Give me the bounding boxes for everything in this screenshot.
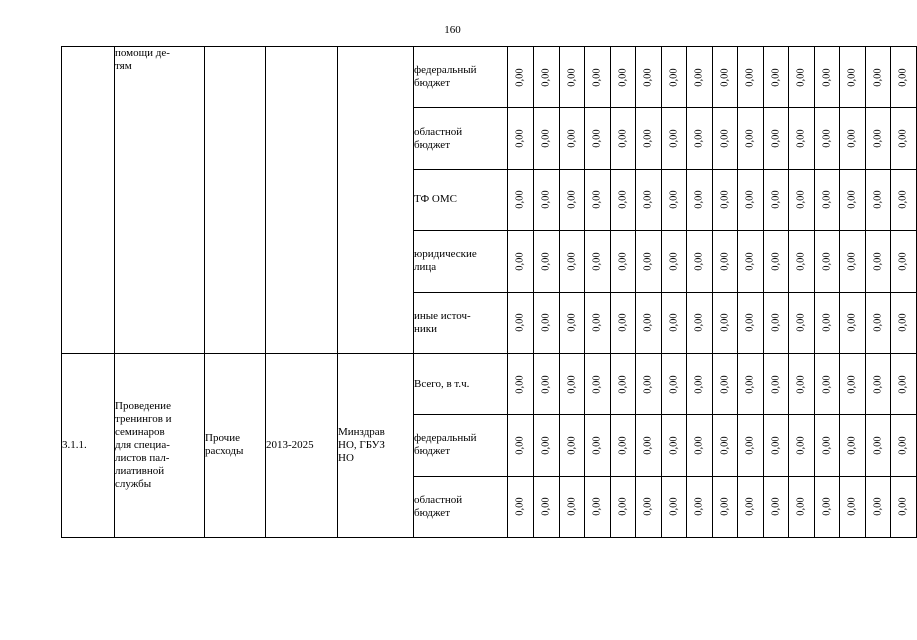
value-cell [508,169,534,230]
source-cell [414,169,508,230]
number-cell-text: 3.1.1. [62,438,87,451]
source-cell [414,415,508,476]
value-text: 0,00 [541,129,552,148]
value-cell [713,231,738,292]
value-cell [560,108,585,169]
value-cell [636,47,662,108]
value-text: 0,00 [872,436,884,455]
value-text: 0,00 [592,252,603,271]
value-text: 0,00 [796,68,807,87]
value-cell [662,292,687,353]
value-cell [764,231,789,292]
value-text: 0,00 [898,436,909,455]
value-text: 0,00 [719,497,731,516]
value-cell [815,292,840,353]
value-cell [764,415,789,476]
value-cell [789,292,815,353]
value-text: 0,00 [872,68,884,87]
value-text: 0,00 [668,436,680,455]
value-text: 0,00 [643,252,654,271]
value-text: 0,00 [592,497,603,516]
value-cell [789,169,815,230]
value-text: 0,00 [847,252,858,271]
value-text: 0,00 [796,190,807,210]
value-cell [687,353,713,414]
value-cell [840,169,866,230]
value-text: 0,00 [541,313,552,332]
value-cell [815,231,840,292]
value-cell [713,415,738,476]
value-text: 0,00 [566,129,578,148]
value-cell [764,47,789,108]
value-text: 0,00 [617,436,629,455]
expense-type-cell-text: Прочие расходы [205,432,244,458]
source-cell-text: ТФ ОМС [414,193,457,206]
source-cell-text: иные источ- ники [414,309,471,335]
value-text: 0,00 [898,313,909,332]
value-text: 0,00 [796,252,807,271]
event-name-cell [115,47,205,354]
value-cell [636,108,662,169]
value-cell [636,231,662,292]
value-text: 0,00 [745,313,756,332]
executor-cell [338,47,414,354]
value-text: 0,00 [592,374,603,394]
value-text: 0,00 [872,129,884,148]
value-text: 0,00 [694,68,705,87]
value-cell [764,476,789,537]
value-cell [662,108,687,169]
value-text: 0,00 [821,497,833,516]
value-text: 0,00 [541,374,552,394]
value-text: 0,00 [617,313,629,332]
value-text: 0,00 [898,190,909,210]
value-cell [738,108,764,169]
value-cell [891,47,917,108]
value-text: 0,00 [745,190,756,210]
value-text: 0,00 [745,374,756,394]
value-cell [662,169,687,230]
value-cell [687,231,713,292]
value-cell [611,415,636,476]
value-cell [662,353,687,414]
value-cell [764,353,789,414]
value-cell [713,353,738,414]
value-cell [508,476,534,537]
value-cell [611,292,636,353]
source-cell [414,292,508,353]
value-cell [508,292,534,353]
value-text: 0,00 [770,68,782,87]
value-text: 0,00 [668,374,680,394]
source-cell-text: федеральный бюджет [414,64,477,90]
value-text: 0,00 [898,497,909,516]
value-cell [789,108,815,169]
value-cell [891,353,917,414]
value-text: 0,00 [592,129,603,148]
value-text: 0,00 [668,252,680,271]
value-text: 0,00 [719,374,731,394]
value-cell [636,292,662,353]
value-text: 0,00 [668,129,680,148]
value-text: 0,00 [745,252,756,271]
value-text: 0,00 [694,129,705,148]
value-text: 0,00 [770,436,782,455]
value-text: 0,00 [541,497,552,516]
value-cell [508,353,534,414]
value-text: 0,00 [719,436,731,455]
value-cell [687,108,713,169]
value-cell [560,169,585,230]
source-cell-text: областной бюджет [414,125,463,151]
value-cell [840,415,866,476]
value-cell [636,476,662,537]
value-cell [891,231,917,292]
value-cell [866,108,891,169]
value-text: 0,00 [515,374,526,394]
value-text: 0,00 [566,68,578,87]
value-text: 0,00 [515,252,526,271]
value-text: 0,00 [872,497,884,516]
value-cell [815,476,840,537]
event-name-cell-text: Проведение тренингов и семинаров для специа- листов пал- лиативной службы [115,399,172,490]
value-cell [815,415,840,476]
value-cell [636,415,662,476]
value-cell [891,169,917,230]
value-text: 0,00 [541,68,552,87]
value-text: 0,00 [515,129,526,148]
value-cell [534,476,560,537]
value-text: 0,00 [898,252,909,271]
value-cell [866,415,891,476]
value-cell [713,108,738,169]
executor-cell [338,353,414,537]
value-text: 0,00 [770,313,782,332]
value-cell [560,476,585,537]
period-cell [266,353,338,537]
value-text: 0,00 [719,252,731,271]
value-text: 0,00 [566,313,578,332]
value-text: 0,00 [719,68,731,87]
value-cell [585,108,611,169]
value-cell [789,415,815,476]
value-cell [687,169,713,230]
page-number: 160 [444,24,461,36]
value-text: 0,00 [617,129,629,148]
value-cell [611,353,636,414]
value-cell [789,476,815,537]
value-cell [687,476,713,537]
value-cell [764,108,789,169]
value-cell [866,476,891,537]
value-text: 0,00 [872,252,884,271]
value-cell [815,47,840,108]
value-cell [636,353,662,414]
value-cell [662,231,687,292]
value-text: 0,00 [592,68,603,87]
value-cell [866,169,891,230]
value-cell [738,47,764,108]
value-cell [738,231,764,292]
value-cell [585,476,611,537]
source-cell [414,231,508,292]
value-text: 0,00 [541,436,552,455]
value-text: 0,00 [515,436,526,455]
event-name-cell-text: помощи де- тям [115,47,170,72]
value-cell [738,169,764,230]
value-cell [508,47,534,108]
value-text: 0,00 [719,313,731,332]
source-cell [414,108,508,169]
value-cell [738,476,764,537]
expense-type-cell [205,353,266,537]
value-text: 0,00 [796,374,807,394]
value-cell [611,231,636,292]
value-cell [662,415,687,476]
value-text: 0,00 [770,129,782,148]
value-cell [840,231,866,292]
value-text: 0,00 [592,190,603,210]
value-text: 0,00 [566,374,578,394]
value-text: 0,00 [643,190,654,210]
value-text: 0,00 [847,313,858,332]
value-text: 0,00 [821,68,833,87]
value-cell [713,169,738,230]
value-text: 0,00 [770,497,782,516]
value-text: 0,00 [566,436,578,455]
value-cell [764,292,789,353]
value-text: 0,00 [643,497,654,516]
value-cell [840,108,866,169]
value-cell [866,231,891,292]
value-cell [891,292,917,353]
value-cell [534,108,560,169]
value-cell [585,353,611,414]
value-cell [840,353,866,414]
value-text: 0,00 [847,129,858,148]
number-cell [62,353,115,537]
value-cell [636,169,662,230]
expense-type-cell [205,47,266,354]
value-cell [560,415,585,476]
value-text: 0,00 [643,374,654,394]
value-text: 0,00 [515,190,526,210]
value-text: 0,00 [821,252,833,271]
event-name-cell [115,353,205,537]
value-text: 0,00 [592,313,603,332]
value-text: 0,00 [643,436,654,455]
value-cell [560,47,585,108]
value-text: 0,00 [592,436,603,455]
value-text: 0,00 [745,436,756,455]
budget-table [61,46,917,538]
value-text: 0,00 [770,190,782,210]
value-text: 0,00 [770,374,782,394]
value-cell [662,476,687,537]
value-text: 0,00 [821,374,833,394]
value-text: 0,00 [745,497,756,516]
value-text: 0,00 [745,68,756,87]
value-text: 0,00 [745,129,756,148]
value-cell [508,108,534,169]
value-text: 0,00 [719,129,731,148]
value-cell [687,415,713,476]
value-cell [534,353,560,414]
value-text: 0,00 [898,68,909,87]
value-text: 0,00 [872,313,884,332]
period-cell [266,47,338,354]
source-cell-text: федеральный бюджет [414,432,477,458]
value-text: 0,00 [872,190,884,210]
value-text: 0,00 [770,252,782,271]
source-cell-text: областной бюджет [414,493,463,519]
table-row [62,353,917,414]
value-text: 0,00 [617,374,629,394]
source-cell [414,353,508,414]
value-cell [611,47,636,108]
source-cell-text: Всего, в т.ч. [414,377,470,390]
value-text: 0,00 [821,190,833,210]
value-cell [534,231,560,292]
value-text: 0,00 [821,313,833,332]
value-text: 0,00 [617,252,629,271]
value-cell [789,353,815,414]
value-cell [534,415,560,476]
value-text: 0,00 [847,436,858,455]
value-cell [508,231,534,292]
value-cell [891,108,917,169]
source-cell-text: юридические лица [414,248,477,274]
value-cell [840,47,866,108]
value-text: 0,00 [643,129,654,148]
value-cell [815,108,840,169]
value-cell [611,476,636,537]
value-text: 0,00 [541,190,552,210]
value-text: 0,00 [796,436,807,455]
value-cell [866,292,891,353]
value-cell [611,169,636,230]
value-cell [866,353,891,414]
value-cell [534,292,560,353]
value-cell [508,415,534,476]
value-cell [585,292,611,353]
value-cell [764,169,789,230]
value-text: 0,00 [847,497,858,516]
value-text: 0,00 [796,313,807,332]
value-text: 0,00 [694,190,705,210]
value-cell [713,292,738,353]
value-text: 0,00 [694,313,705,332]
period-cell-text: 2013-2025 [266,438,314,451]
value-text: 0,00 [872,374,884,394]
value-cell [738,415,764,476]
value-cell [815,169,840,230]
value-cell [560,353,585,414]
value-text: 0,00 [898,374,909,394]
value-text: 0,00 [668,313,680,332]
value-cell [585,47,611,108]
source-cell [414,47,508,108]
value-cell [585,415,611,476]
value-text: 0,00 [515,68,526,87]
value-text: 0,00 [566,252,578,271]
value-text: 0,00 [617,497,629,516]
source-cell [414,476,508,537]
value-text: 0,00 [796,497,807,516]
value-text: 0,00 [541,252,552,271]
value-text: 0,00 [617,68,629,87]
value-cell [840,292,866,353]
value-text: 0,00 [796,129,807,148]
value-text: 0,00 [847,68,858,87]
value-text: 0,00 [847,374,858,394]
value-text: 0,00 [694,497,705,516]
value-text: 0,00 [694,374,705,394]
value-cell [560,231,585,292]
value-text: 0,00 [566,497,578,516]
value-cell [713,47,738,108]
value-text: 0,00 [821,129,833,148]
value-text: 0,00 [719,190,731,210]
value-text: 0,00 [643,313,654,332]
value-cell [738,292,764,353]
value-text: 0,00 [694,252,705,271]
value-cell [611,108,636,169]
value-cell [662,47,687,108]
value-text: 0,00 [668,68,680,87]
value-text: 0,00 [668,190,680,210]
executor-cell-text: Минздрав НО, ГБУЗ НО [338,425,385,464]
value-text: 0,00 [617,190,629,210]
number-cell [62,47,115,354]
value-cell [891,415,917,476]
value-text: 0,00 [821,436,833,455]
value-text: 0,00 [668,497,680,516]
value-cell [815,353,840,414]
value-cell [534,47,560,108]
value-cell [687,47,713,108]
value-cell [840,476,866,537]
value-cell [560,292,585,353]
value-cell [738,353,764,414]
value-cell [789,47,815,108]
value-cell [866,47,891,108]
value-cell [585,169,611,230]
value-text: 0,00 [643,68,654,87]
value-cell [687,292,713,353]
value-cell [891,476,917,537]
value-text: 0,00 [515,497,526,516]
value-text: 0,00 [566,190,578,210]
value-cell [713,476,738,537]
value-text: 0,00 [515,313,526,332]
value-text: 0,00 [898,129,909,148]
value-text: 0,00 [847,190,858,210]
value-cell [534,169,560,230]
value-cell [789,231,815,292]
value-cell [585,231,611,292]
table-row [62,47,917,108]
value-text: 0,00 [694,436,705,455]
